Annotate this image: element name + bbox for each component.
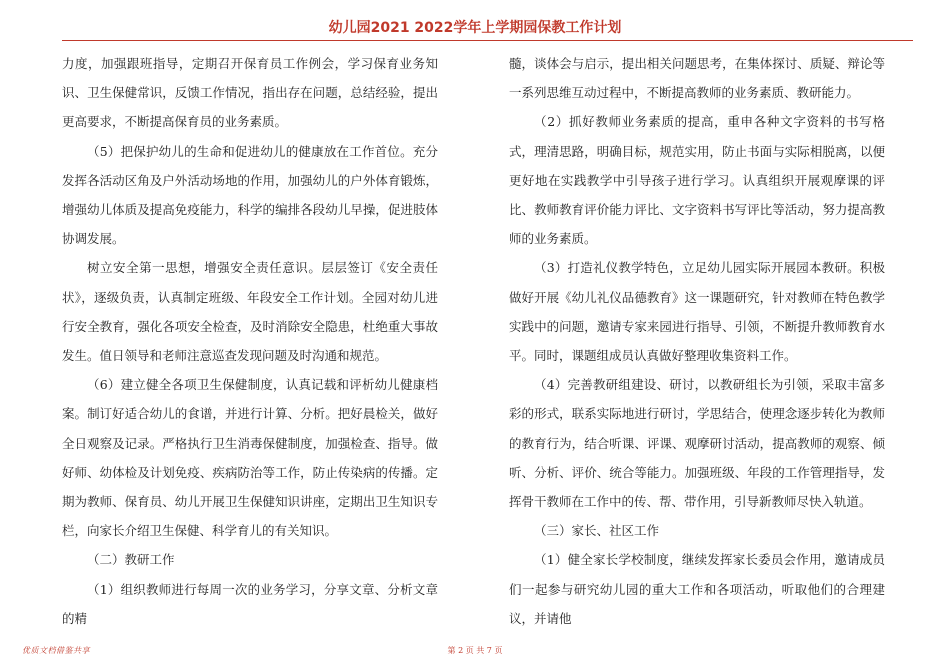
paragraph: （1）组织教师进行每周一次的业务学习，分享文章、分析文章的精 — [62, 581, 438, 626]
page-title: 幼儿园2021 2022学年上学期园保教工作计划 — [328, 20, 622, 36]
left-column — [62, 49, 438, 633]
paragraph: （4）完善教研组建设、研讨，以教研组长为引领，采取丰富多彩的形式，联系实际地进行研讨，学思结合，使理念逐步转化为教师的教育行为，结合听课、评课、观摩研讨活动，提高教师的观察、倾听、分析、评价、统合等能力。加强班级、年段的工作管理指导，发挥骨干教师在工作中的传、帮、带作用，引导新教师尽快入轨道。 — [509, 377, 885, 510]
paragraph: 髓，谈体会与启示，提出相关问题思考，在集体探讨、质疑、辩论等一系列思维互动过程中，不断提高教师的业务素质、教研能力。 — [509, 56, 885, 101]
paragraph: 力度，加强跟班指导，定期召开保育员工作例会，学习保育业务知识、卫生保健常识，反馈工作情况，指出存在问题，总结经验，提出更高要求，不断提高保育员的业务素质。 — [62, 56, 438, 130]
paragraph: （2）抓好教师业务素质的提高，重申各种文字资料的书写格式，理清思路，明确目标，规范实用，防止书面与实际相脱离，以便更好地在实践教学中引导孩子进行学习。认真组织开展观摩课的评比、教师教育评价能力评比、文字资料书写评比等活动，努力提高教师的业务素质。 — [509, 114, 885, 247]
section-heading: （二）教研工作 — [87, 552, 175, 568]
page-number: 第 2 页 共 7 页 — [447, 646, 503, 655]
paragraph: （5）把保护幼儿的生命和促进幼儿的健康放在工作首位。充分发挥各活动区角及户外活动场地的作用，加强幼儿的户外体育锻炼，增强幼儿体质及提高免疫能力，科学的编排各段幼儿早操，促进肢体协调发展。 — [62, 143, 438, 247]
paragraph: 树立安全第一思想，增强安全责任意识。层层签订《安全责任状》，逐级负责，认真制定班级、年段安全工作计划。全园对幼儿进行安全教育，强化各项安全检查，及时消除安全隐患，杜绝重大事故发生。值日领导和老师注意巡查发现问题及时沟通和规范。 — [62, 260, 438, 364]
header-rule — [62, 40, 913, 41]
footer-watermark-text: 优质文档借鉴共享 — [22, 646, 90, 655]
paragraph: （6）建立健全各项卫生保健制度，认真记载和评析幼儿健康档案。制订好适合幼儿的食谱，并进行计算、分析。把好晨检关，做好全日观察及记录。严格执行卫生消毒保健制度，加强检查、指导。做好师、幼体检及计划免疫、疾病防治等工作，防止传染病的传播。定期为教师、保育员、幼儿开展卫生保健知识讲座，定期出卫生知识专栏，向家长介绍卫生保健、科学育儿的有关知识。 — [62, 377, 438, 539]
paragraph: （3）打造礼仪教学特色，立足幼儿园实际开展园本教研。积极做好开展《幼儿礼仪品德教育》这一课题研究，针对教师在特色教学实践中的问题，邀请专家来园进行指导、引领，不断提升教师教育水平。同时，课题组成员认真做好整理收集资料工作。 — [509, 260, 885, 364]
paragraph: （1）健全家长学校制度，继续发挥家长委员会作用，邀请成员们一起参与研究幼儿园的重大工作和各项活动，听取他们的合理建议，并请他 — [509, 552, 885, 626]
right-column — [509, 49, 885, 633]
section-heading: （三）家长、社区工作 — [534, 523, 660, 539]
